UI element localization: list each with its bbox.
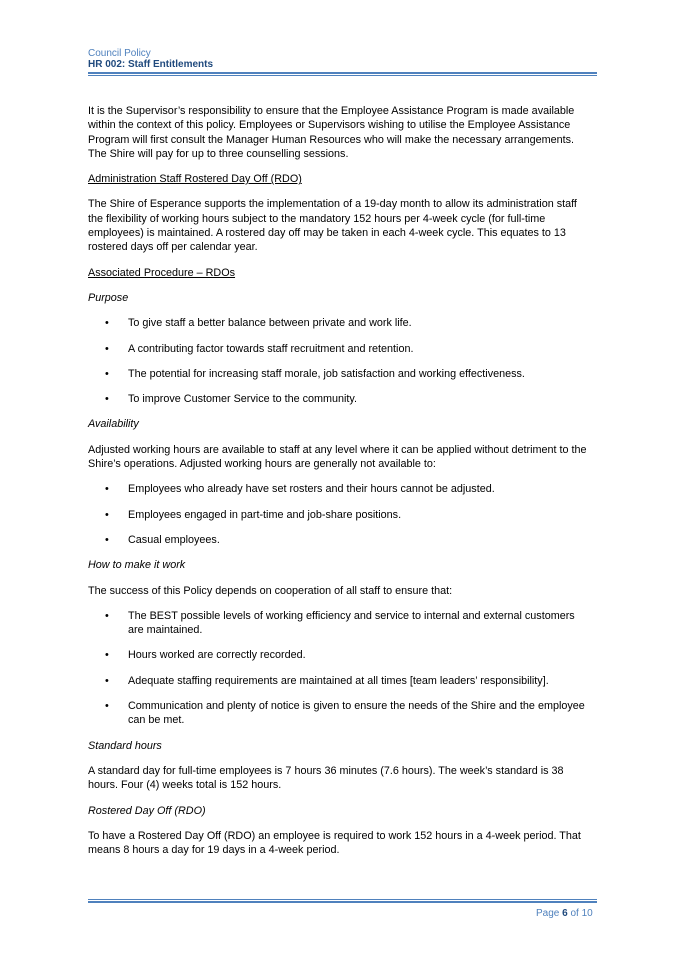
list-item	[88, 367, 593, 381]
bullet-icon: •	[105, 609, 109, 622]
list-item-text: To improve Customer Service to the community.	[128, 393, 358, 406]
footer-rule	[88, 899, 597, 903]
list-item	[88, 508, 593, 522]
list-item-text: To give staff a better balance between private and work life.	[128, 317, 412, 330]
availability-paragraph: Adjusted working hours are available to staff at any level where it can be applied without detriment to the Shire’s operations. Adjusted working hours are generally not available to:	[88, 443, 587, 471]
bullet-icon: •	[105, 674, 109, 687]
list-item-text: Communication and plenty of notice is given to ensure the needs of the Shire and the employee can be met.	[128, 700, 585, 727]
bullet-icon: •	[105, 483, 109, 496]
bullet-icon: •	[105, 317, 109, 330]
howto-paragraph: The success of this Policy depends on cooperation of all staff to ensure that:	[88, 584, 453, 597]
rostered-day-off-heading: Rostered Day Off (RDO)	[88, 804, 206, 817]
availability-heading: Availability	[88, 418, 139, 431]
rdo-paragraph: The Shire of Esperance supports the implementation of a 19-day month to allow its administration staff the flexibility of working hours subject to the mandatory 152 hours per 4-week cycle (for full-time employees) is maintained. A rostered day off may be taken in each 4-week cycle. This equates to 13 rostered days off per calendar year.	[88, 198, 577, 254]
bullet-icon: •	[105, 533, 109, 546]
list-item	[88, 609, 593, 638]
page-label: Page	[536, 908, 560, 919]
header-policy-type: Council Policy	[88, 48, 151, 59]
purpose-heading: Purpose	[88, 291, 129, 304]
list-item-text: Employees who already have set rosters and their hours cannot be adjusted.	[128, 483, 495, 496]
howto-list	[88, 609, 593, 728]
list-item-text: A contributing factor towards staff recruitment and retention.	[128, 342, 414, 355]
standard-hours-paragraph: A standard day for full-time employees is 7 hours 36 minutes (7.6 hours). The week’s standard is 38 hours. Four (4) weeks total is 152 hours.	[88, 764, 564, 792]
list-item-text: Employees engaged in part-time and job-share positions.	[128, 508, 402, 521]
bullet-icon: •	[105, 393, 109, 406]
standard-hours-heading: Standard hours	[88, 739, 162, 752]
howto-heading: How to make it work	[88, 559, 186, 572]
rdo-heading: Administration Staff Rostered Day Off (RDO)	[88, 173, 302, 186]
list-item	[88, 392, 593, 406]
list-item-text: Hours worked are correctly recorded.	[128, 649, 306, 662]
bullet-icon: •	[105, 342, 109, 355]
list-item-text: The BEST possible levels of working efficiency and service to internal and external customers are maintained.	[128, 609, 575, 637]
list-item-text: Casual employees.	[128, 533, 220, 546]
procedure-heading: Associated Procedure – RDOs	[88, 266, 236, 279]
page-body	[88, 104, 593, 857]
bullet-icon: •	[105, 508, 109, 521]
list-item-text: Adequate staffing requirements are maintained at all times [team leaders’ responsibility].	[128, 674, 549, 687]
current-page: 6	[562, 908, 568, 919]
rostered-day-off-paragraph: To have a Rostered Day Off (RDO) an employee is required to work 152 hours in a 4-week period. That means 8 hours a day for 19 days in a 4-week period.	[88, 829, 581, 857]
of-label: of	[570, 908, 579, 919]
total-pages: 10	[581, 908, 593, 919]
list-item	[88, 482, 593, 496]
list-item-text: The potential for increasing staff morale, job satisfaction and working effectiveness.	[128, 367, 525, 380]
bullet-icon: •	[105, 700, 109, 713]
bullet-icon: •	[105, 649, 109, 662]
list-item	[88, 533, 593, 547]
page-header	[88, 48, 213, 70]
availability-list	[88, 482, 593, 547]
header-policy-title: HR 002: Staff Entitlements	[88, 59, 214, 70]
header-rule	[88, 72, 597, 76]
page-number	[536, 908, 593, 919]
list-item	[88, 342, 593, 356]
list-item	[88, 699, 593, 728]
purpose-list	[88, 316, 593, 406]
list-item	[88, 316, 593, 330]
bullet-icon: •	[105, 367, 109, 380]
intro-paragraph: It is the Supervisor’s responsibility to ensure that the Employee Assistance Program is made available within the context of this policy. Employees or Supervisors wishing to utilise the Employee Assistance Program will first consult the Manager Human Resources who will make the necessary arrangements. The Shire will pay for up to three counselling sessions.	[88, 105, 575, 160]
list-item	[88, 674, 593, 688]
list-item	[88, 648, 593, 662]
